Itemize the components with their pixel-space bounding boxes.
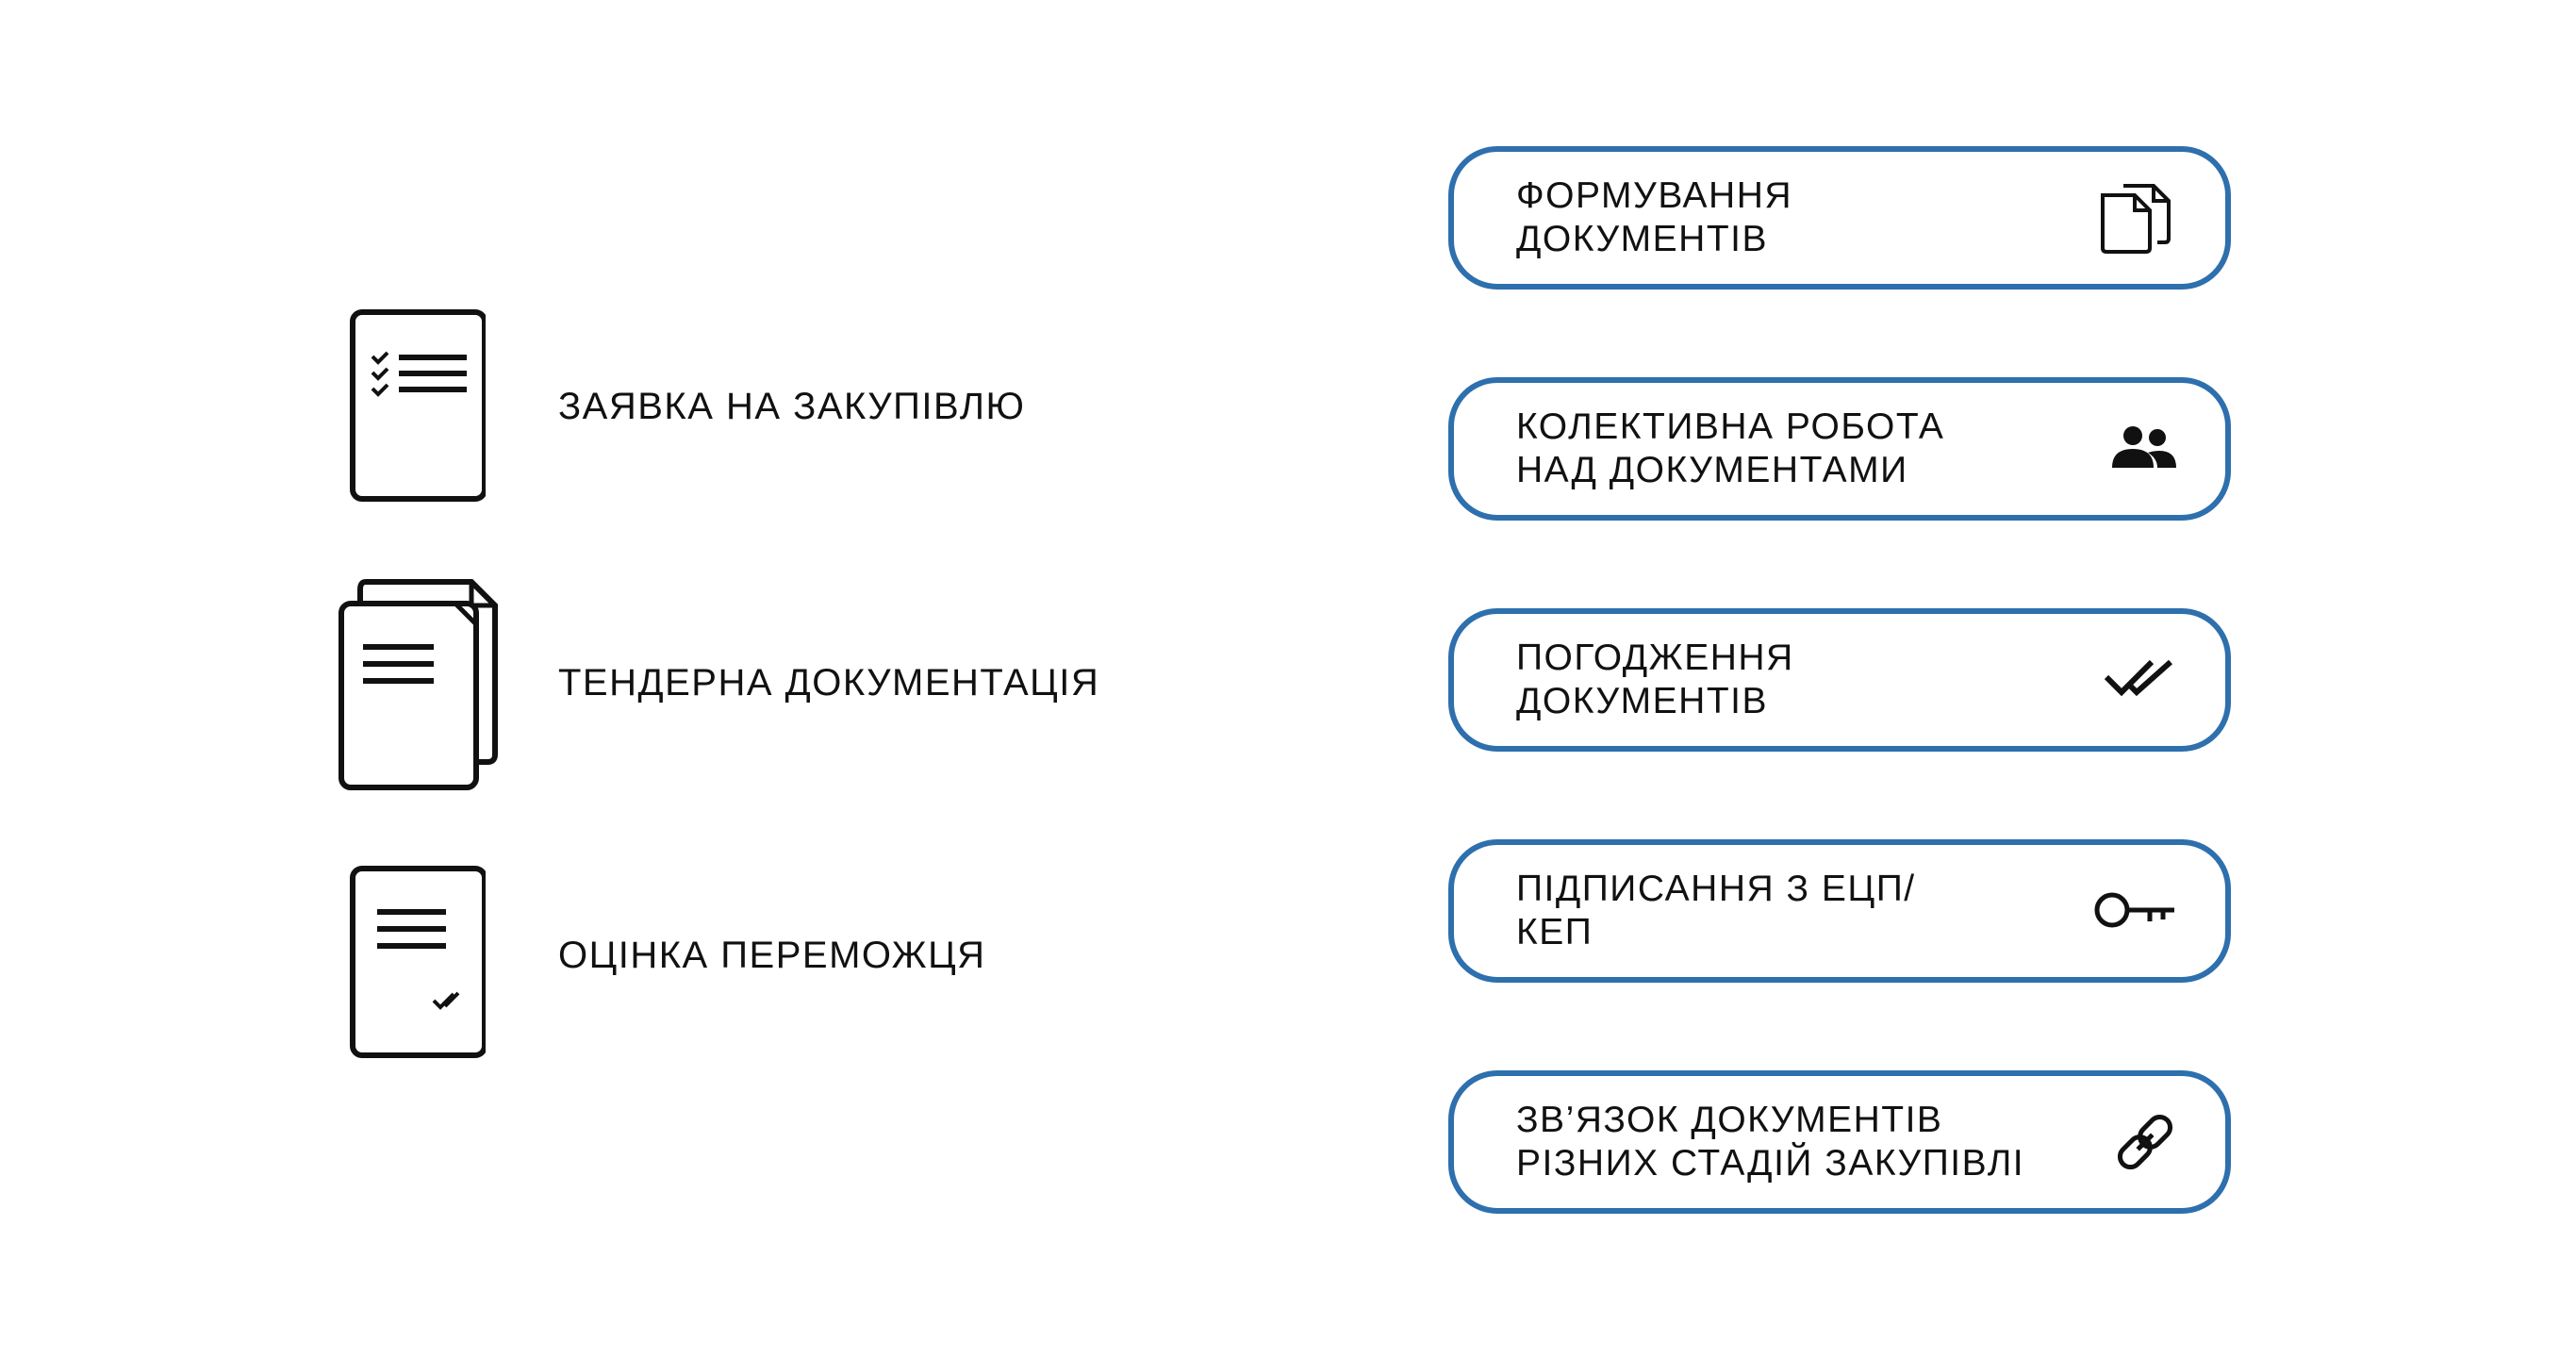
label-application: ЗАЯВКА НА ЗАКУПІВЛЮ — [558, 386, 1026, 427]
key-icon — [2093, 887, 2178, 935]
card-signing — [1448, 839, 2231, 983]
left-item-tender-docs — [0, 575, 1226, 783]
card-line-2: ДОКУМЕНТІВ — [1516, 681, 1769, 721]
copy-documents-icon — [2097, 180, 2178, 256]
card-text — [1516, 637, 1794, 723]
card-line-1: КОЛЕКТИВНА РОБОТА — [1516, 406, 1945, 447]
card-line-1: ФОРМУВАННЯ — [1516, 175, 1793, 216]
card-line-1: ЗВ’ЯЗОК ДОКУМЕНТІВ — [1516, 1100, 1943, 1140]
card-approval — [1448, 608, 2231, 752]
approved-document-icon — [335, 863, 486, 1066]
card-line-2: КЕП — [1516, 912, 1593, 952]
card-line-2: НАД ДОКУМЕНТАМИ — [1516, 450, 1908, 490]
card-line-2: ДОКУМЕНТІВ — [1516, 219, 1769, 259]
card-document-formation — [1448, 146, 2231, 290]
card-line-1: ПІДПИСАННЯ З ЕЦП/ — [1516, 869, 1916, 909]
card-text — [1516, 174, 1792, 261]
card-line-2: РІЗНИХ СТАДІЙ ЗАКУПІВЛІ — [1516, 1143, 2025, 1184]
left-item-application — [0, 306, 1226, 514]
stacked-documents-icon — [335, 575, 504, 797]
double-check-icon — [2103, 656, 2178, 704]
checklist-document-icon — [335, 306, 486, 514]
label-tender-docs: ТЕНДЕРНА ДОКУМЕНТАЦІЯ — [558, 662, 1100, 704]
card-text — [1516, 1099, 2024, 1185]
card-line-1: ПОГОДЖЕННЯ — [1516, 638, 1794, 678]
users-icon — [2110, 424, 2178, 473]
card-stage-linking — [1448, 1070, 2231, 1214]
left-item-winner-evaluation — [0, 863, 1226, 1070]
card-text — [1516, 868, 1916, 954]
card-text — [1516, 406, 1944, 492]
link-icon — [2112, 1109, 2178, 1175]
label-winner-evaluation: ОЦІНКА ПЕРЕМОЖЦЯ — [558, 935, 986, 976]
card-collaboration — [1448, 377, 2231, 521]
